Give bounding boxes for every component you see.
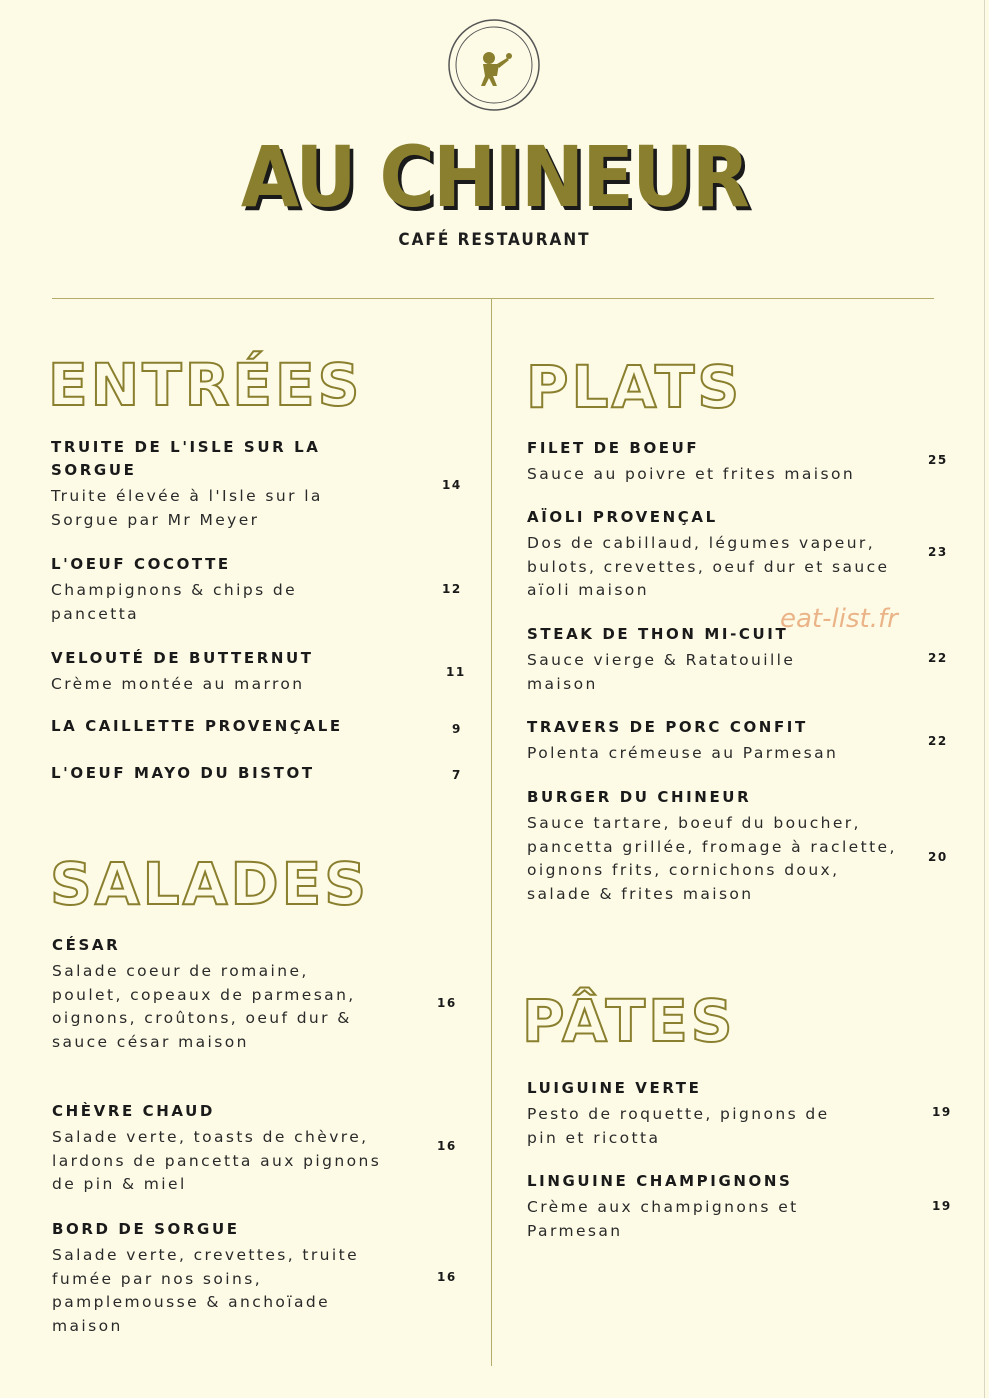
- item-name: LA CAILLETTE PROVENÇALE: [51, 717, 343, 735]
- watermark-text: eat-list.fr: [780, 604, 898, 634]
- item-name: AÏOLI PROVENÇAL: [527, 508, 718, 526]
- item-name: LINGUINE CHAMPIGNONS: [527, 1172, 793, 1190]
- item-name: L'OEUF MAYO DU BISTOT: [51, 764, 315, 782]
- item-desc: Salade verte, crevettes, truite fumée par nos soins, pamplemousse & anchoïade maison: [52, 1246, 360, 1335]
- item-price: 22: [928, 734, 948, 748]
- item-price: 16: [437, 1139, 457, 1153]
- item-price: 20: [928, 850, 948, 864]
- menu-item: [51, 436, 351, 532]
- item-desc: Polenta crémeuse au Parmesan: [527, 744, 839, 762]
- item-price: 11: [446, 665, 466, 679]
- item-name: BORD DE SORGUE: [52, 1220, 240, 1238]
- item-desc: Crème aux champignons et Parmesan: [527, 1198, 799, 1240]
- item-price: 22: [928, 651, 948, 665]
- section-title-entrees: ENTRÉES: [48, 351, 363, 419]
- menu-item: [527, 716, 917, 766]
- item-desc: Pesto de roquette, pignons de pin et ricotta: [527, 1105, 830, 1147]
- brand-subtitle: CAFÉ RESTAURANT: [398, 230, 591, 250]
- menu-item: [527, 786, 907, 906]
- menu-item: [527, 1170, 867, 1243]
- item-price: 19: [932, 1199, 952, 1213]
- item-desc: Sauce vierge & Ratatouille maison: [527, 651, 796, 693]
- menu-item: [52, 934, 382, 1054]
- item-name: TRUITE DE L'ISLE SUR LA SORGUE: [51, 438, 321, 479]
- page-edge: [984, 0, 985, 1398]
- chef-emblem-icon: [447, 18, 541, 112]
- section-title-pates: PÂTES: [522, 987, 736, 1055]
- item-name: BURGER DU CHINEUR: [527, 788, 752, 806]
- item-desc: Crème montée au marron: [51, 675, 305, 693]
- column-divider: [491, 298, 492, 1366]
- menu-item: [51, 553, 351, 626]
- section-title-salades: SALADES: [50, 850, 370, 918]
- item-desc: Salade verte, toasts de chèvre, lardons de pancetta aux pignons de pin & miel: [52, 1128, 382, 1193]
- menu-item: [51, 762, 391, 785]
- item-price: 23: [928, 545, 948, 559]
- menu-item: [527, 1077, 857, 1150]
- item-price: 12: [442, 582, 462, 596]
- menu-item: [51, 715, 391, 738]
- item-desc: Sauce au poivre et frites maison: [527, 465, 856, 483]
- item-price: 9: [452, 722, 462, 736]
- item-name: CHÈVRE CHAUD: [52, 1102, 215, 1120]
- item-name: VELOUTÉ DE BUTTERNUT: [51, 649, 314, 667]
- item-desc: Salade coeur de romaine, poulet, copeaux de parmesan, oignons, croûtons, oeuf dur & sauce césar maison: [52, 962, 356, 1051]
- menu-item: [527, 506, 897, 603]
- item-name: STEAK DE THON MI-CUIT: [527, 625, 789, 643]
- item-price: 25: [928, 453, 948, 467]
- item-name: LUIGUINE VERTE: [527, 1079, 702, 1097]
- item-name: CÉSAR: [52, 936, 121, 954]
- section-title-plats: PLATS: [526, 353, 743, 421]
- menu-item: [51, 647, 371, 697]
- menu-item: [52, 1100, 392, 1197]
- item-name: FILET DE BOEUF: [527, 439, 700, 457]
- item-price: 19: [932, 1105, 952, 1119]
- item-price: 16: [437, 1270, 457, 1284]
- brand-title: AU CHINEUR: [240, 128, 749, 226]
- item-name: L'OEUF COCOTTE: [51, 555, 231, 573]
- menu-item: [527, 437, 917, 487]
- item-desc: Dos de cabillaud, légumes vapeur, bulots, crevettes, oeuf dur et sauce aïoli maison: [527, 534, 890, 599]
- item-name: TRAVERS DE PORC CONFIT: [527, 718, 808, 736]
- header-divider: [52, 298, 934, 299]
- item-desc: Truite élevée à l'Isle sur la Sorgue par Mr Meyer: [51, 487, 323, 529]
- item-price: 14: [442, 478, 462, 492]
- menu-item: [52, 1218, 392, 1338]
- item-desc: Sauce tartare, boeuf du boucher, pancetta grillée, fromage à raclette, oignons frits, cornichons doux, salade & frites maison: [527, 814, 897, 903]
- item-price: 7: [452, 768, 462, 782]
- item-price: 16: [437, 996, 457, 1010]
- item-desc: Champignons & chips de pancetta: [51, 581, 298, 623]
